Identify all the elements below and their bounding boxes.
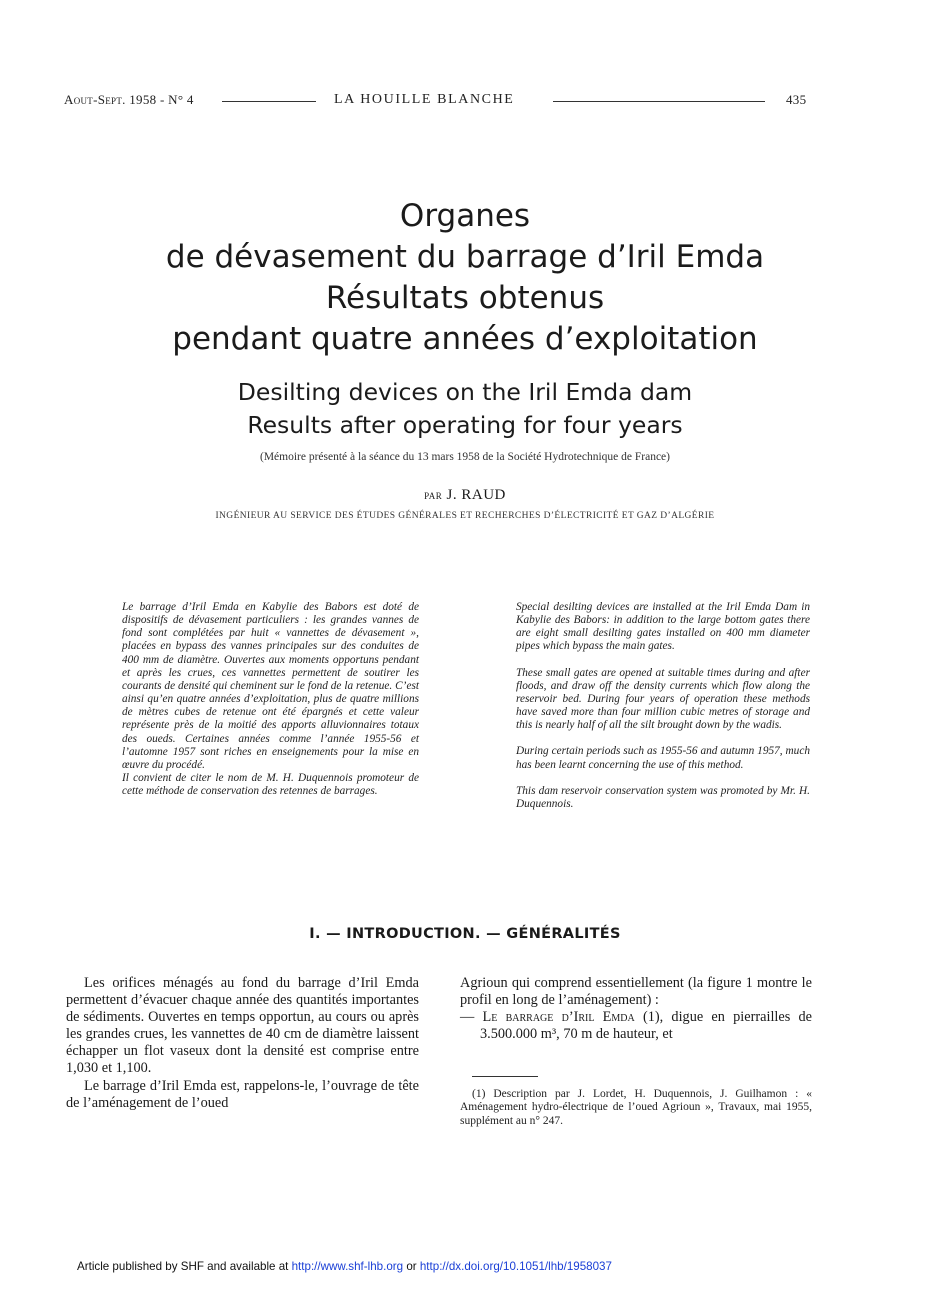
title-en-line: Desilting devices on the Iril Emda dam xyxy=(237,378,693,406)
title-fr-line: de dévasement du barrage d’Iril Emda xyxy=(165,239,765,275)
footnote-rule xyxy=(472,1076,538,1077)
body-paragraph: Agrioun qui comprend essentiellement (la figure 1 montre le profil en long de l’aménagement) : xyxy=(460,975,812,1009)
publication-footer xyxy=(77,1260,612,1273)
footer-middle: or xyxy=(403,1260,420,1273)
running-header-left: Aout-Sept. 1958 - N° 4 xyxy=(64,92,194,107)
header-rule-left xyxy=(222,101,316,102)
body-paragraph: Le barrage d’Iril Emda est, rappelons-le, l’ouvrage de tête de l’aménagement de l’oued xyxy=(66,1077,419,1111)
abstract-fr-paragraph: Le barrage d’Iril Emda en Kabylie des Babors est doté de dispositifs de dévasement particuliers : les grandes vannes de fond sont complétées par huit « vannettes de dévasement », placées en bypass des vannes principales sur des conduites de 400 mm de diamètre. Ouvertes aux moments opportuns pendant et après les crues, ces vannettes permettent de soutirer les courants de densité qui cheminent sur le fond de la retenue. C’est ainsi qu’en quatre années d’exploitation, plus de quatre millions de mètres cubes de retenue ont été épargnés et cette valeur représente près de la moitié des apports alluvionnaires totaux des oueds. Certaines années comme l’année 1955-56 et l’automne 1957 sont riches en enseignements pour la mise en œuvre du procédé. xyxy=(122,601,419,771)
footnote-text: (1) Description par J. Lordet, H. Duquennois, J. Guilhamon : « Aménagement hydro-électrique de l’oued Agrioun », Travaux, mai 1955, supplément au n° 247. xyxy=(460,1088,812,1127)
byline xyxy=(60,487,870,504)
list-item-dash: — xyxy=(460,1009,483,1026)
title-fr-line: Organes xyxy=(399,198,531,234)
abstract-en-paragraph: During certain periods such as 1955-56 and autumn 1957, much has been learnt concerning the use of this method. xyxy=(516,745,810,771)
title-fr-line: Résultats obtenus xyxy=(325,280,605,316)
abstract-french xyxy=(122,601,419,798)
footnote xyxy=(460,1088,812,1128)
title-french xyxy=(60,196,870,360)
byline-prefix: par xyxy=(424,487,443,502)
abstract-fr-paragraph: Il convient de citer le nom de M. H. Duquennois promoteur de cette méthode de conservation des retennes de barrages. xyxy=(122,772,419,798)
abstract-en-paragraph: These small gates are opened at suitable times during and after floods, and draw off the density currents which flow along the reservoir bed. During four years of operation these methods have saved more than four million cubic metres of storage and this is nearly half of all the silt brought down by the wadis. xyxy=(516,666,810,732)
title-en-line: Results after operating for four years xyxy=(247,411,683,439)
header-rule-right xyxy=(553,101,765,102)
journal-name: LA HOUILLE BLANCHE xyxy=(334,92,515,107)
body-column-left xyxy=(66,975,419,1112)
page-number: 435 xyxy=(786,92,807,107)
abstract-en-paragraph: Special desilting devices are installed at the Iril Emda Dam in Kabylie des Babors: in addition to the large bottom gates there are eight small desilting gates installed on 400 mm diameter pipes which bypass the main gates. xyxy=(516,601,810,653)
shf-link[interactable]: http://www.shf-lhb.org xyxy=(291,1260,404,1273)
list-item-term: Le barrage d’Iril Emda xyxy=(482,1009,635,1026)
section-heading: I. — INTRODUCTION. — GÉNÉRALITÉS xyxy=(309,926,621,942)
abstract-english xyxy=(516,601,810,824)
title-english xyxy=(60,376,870,442)
author-affiliation: INGÉNIEUR AU SERVICE DES ÉTUDES GÉNÉRALES ET RECHERCHES D’ÉLECTRICITÉ ET GAZ D’ALGÉRIE xyxy=(215,511,715,521)
list-item-text: (1), digue en pierrailles de 3.500.000 m³, 70 m de hauteur, et xyxy=(480,1009,813,1043)
author-name: J. RAUD xyxy=(446,487,506,503)
doi-link[interactable]: http://dx.doi.org/10.1051/lhb/1958037 xyxy=(419,1260,612,1273)
footer-prefix: Article published by SHF and available at xyxy=(77,1260,292,1273)
title-fr-line: pendant quatre années d’exploitation xyxy=(172,321,758,357)
list-item xyxy=(460,1009,812,1043)
body-paragraph: Les orifices ménagés au fond du barrage d’Iril Emda permettent d’évacuer chaque année des quantités importantes de sédiments. Ouvertes en temps opportun, au cours ou après les grandes crues, les vannettes de 40 cm de diamètre laissent échapper un flot vaseux dont la densité est comprise entre 1,030 et 1,100. xyxy=(66,975,419,1077)
memo-note: (Mémoire présenté à la séance du 13 mars 1958 de la Société Hydrotechnique de France) xyxy=(259,451,670,463)
body-column-right xyxy=(460,975,812,1043)
abstract-en-paragraph: This dam reservoir conservation system was promoted by Mr. H. Duquennois. xyxy=(516,784,810,810)
